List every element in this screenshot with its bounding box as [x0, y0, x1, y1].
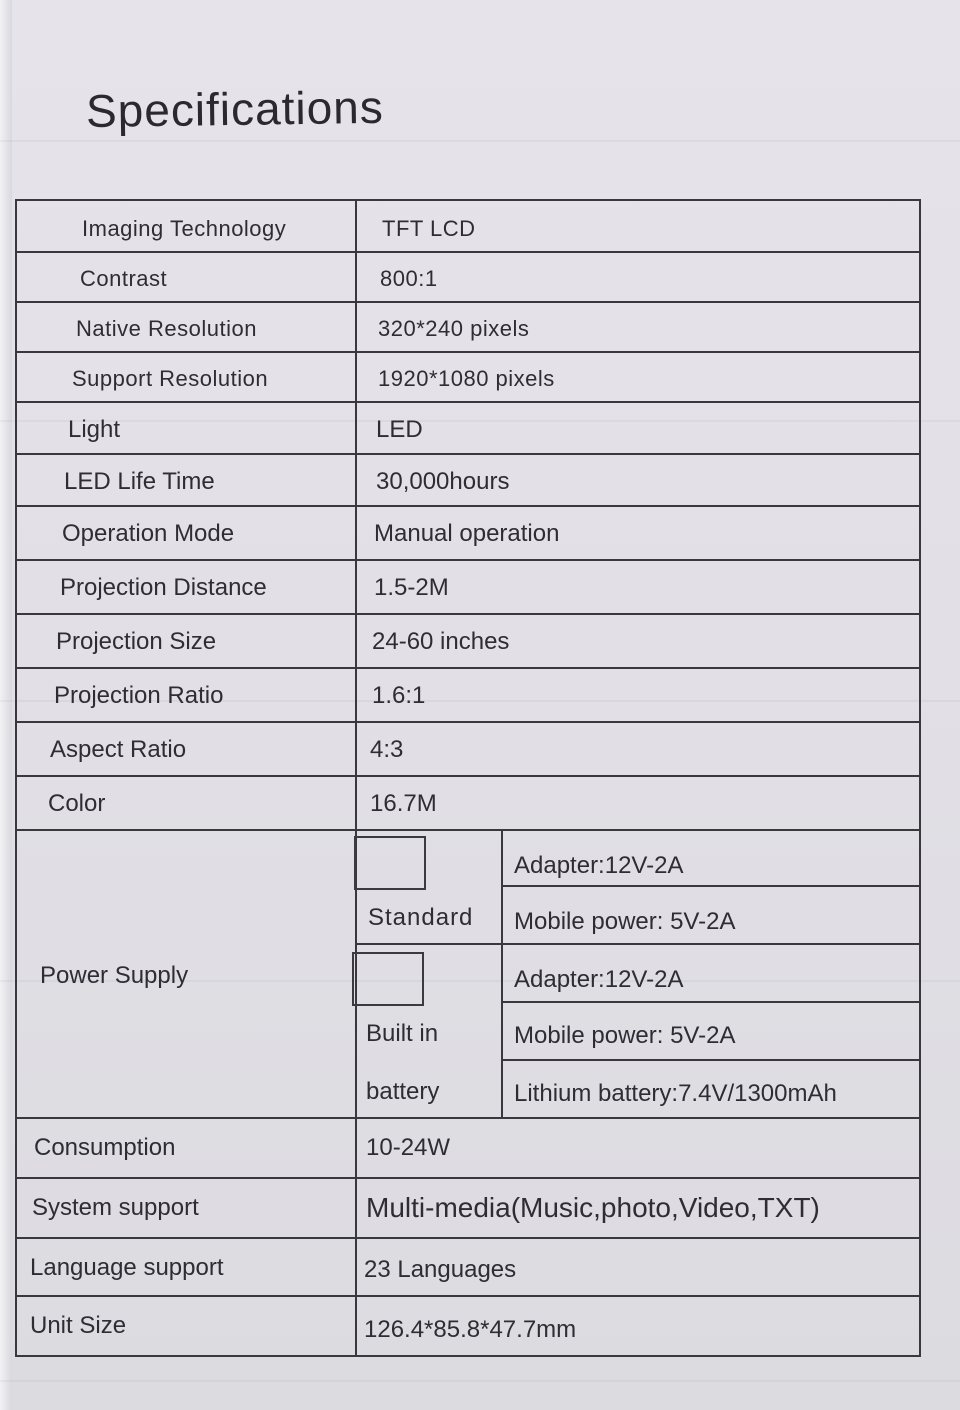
- row-value-light: LED: [376, 416, 423, 443]
- built-in-label-line2: battery: [366, 1078, 440, 1105]
- row-value-unit-size: 126.4*85.8*47.7mm: [364, 1316, 577, 1343]
- standard-checkbox[interactable]: [354, 836, 426, 890]
- row-label-power-supply: Power Supply: [40, 962, 189, 989]
- row-value-led-life-time: 30,000hours: [376, 468, 510, 495]
- standard-item: Mobile power: 5V-2A: [514, 908, 736, 935]
- cardboard-stripe: [0, 140, 960, 142]
- row-value-contrast: 800:1: [380, 266, 438, 291]
- row-value-consumption: 10-24W: [366, 1134, 451, 1161]
- built-in-item: Adapter:12V-2A: [514, 966, 684, 993]
- row-label-contrast: Contrast: [80, 266, 168, 291]
- specifications-table: [12, 196, 924, 1360]
- row-label-projection-ratio: Projection Ratio: [54, 682, 224, 709]
- row-value-projection-distance: 1.5-2M: [374, 574, 449, 601]
- row-label-native-resolution: Native Resolution: [76, 316, 257, 341]
- row-value-projection-ratio: 1.6:1: [372, 682, 426, 709]
- row-label-operation-mode: Operation Mode: [62, 520, 235, 547]
- row-value-projection-size: 24-60 inches: [372, 628, 510, 655]
- cardboard-stripe: [0, 1380, 960, 1382]
- row-value-color: 16.7M: [370, 790, 437, 817]
- row-label-projection-distance: Projection Distance: [60, 574, 267, 601]
- row-value-aspect-ratio: 4:3: [370, 736, 404, 763]
- box-edge: [0, 0, 12, 1410]
- row-label-led-life-time: LED Life Time: [64, 468, 215, 495]
- row-value-system-support: Multi-media(Music,photo,Video,TXT): [366, 1192, 820, 1223]
- row-value-imaging-technology: TFT LCD: [382, 216, 476, 241]
- standard-label: Standard: [368, 904, 474, 931]
- row-label-imaging-technology: Imaging Technology: [82, 216, 287, 241]
- built-in-item: Lithium battery:7.4V/1300mAh: [514, 1080, 837, 1107]
- row-label-aspect-ratio: Aspect Ratio: [50, 736, 187, 763]
- row-value-language-support: 23 Languages: [364, 1256, 517, 1283]
- row-label-unit-size: Unit Size: [30, 1312, 127, 1339]
- row-value-operation-mode: Manual operation: [374, 520, 560, 547]
- built-in-item: Mobile power: 5V-2A: [514, 1022, 736, 1049]
- row-label-support-resolution: Support Resolution: [72, 366, 269, 391]
- row-label-color: Color: [48, 790, 106, 817]
- row-value-support-resolution: 1920*1080 pixels: [378, 366, 555, 391]
- standard-item: Adapter:12V-2A: [514, 852, 684, 879]
- row-label-consumption: Consumption: [34, 1134, 176, 1161]
- row-label-system-support: System support: [32, 1194, 199, 1221]
- row-label-light: Light: [68, 416, 121, 443]
- row-value-native-resolution: 320*240 pixels: [378, 316, 530, 341]
- built-in-label-line1: Built in: [366, 1020, 439, 1047]
- row-label-projection-size: Projection Size: [56, 628, 217, 655]
- row-label-language-support: Language support: [30, 1254, 224, 1281]
- page-title: Specifications: [85, 80, 385, 137]
- built-in-battery-checkbox[interactable]: [352, 952, 424, 1006]
